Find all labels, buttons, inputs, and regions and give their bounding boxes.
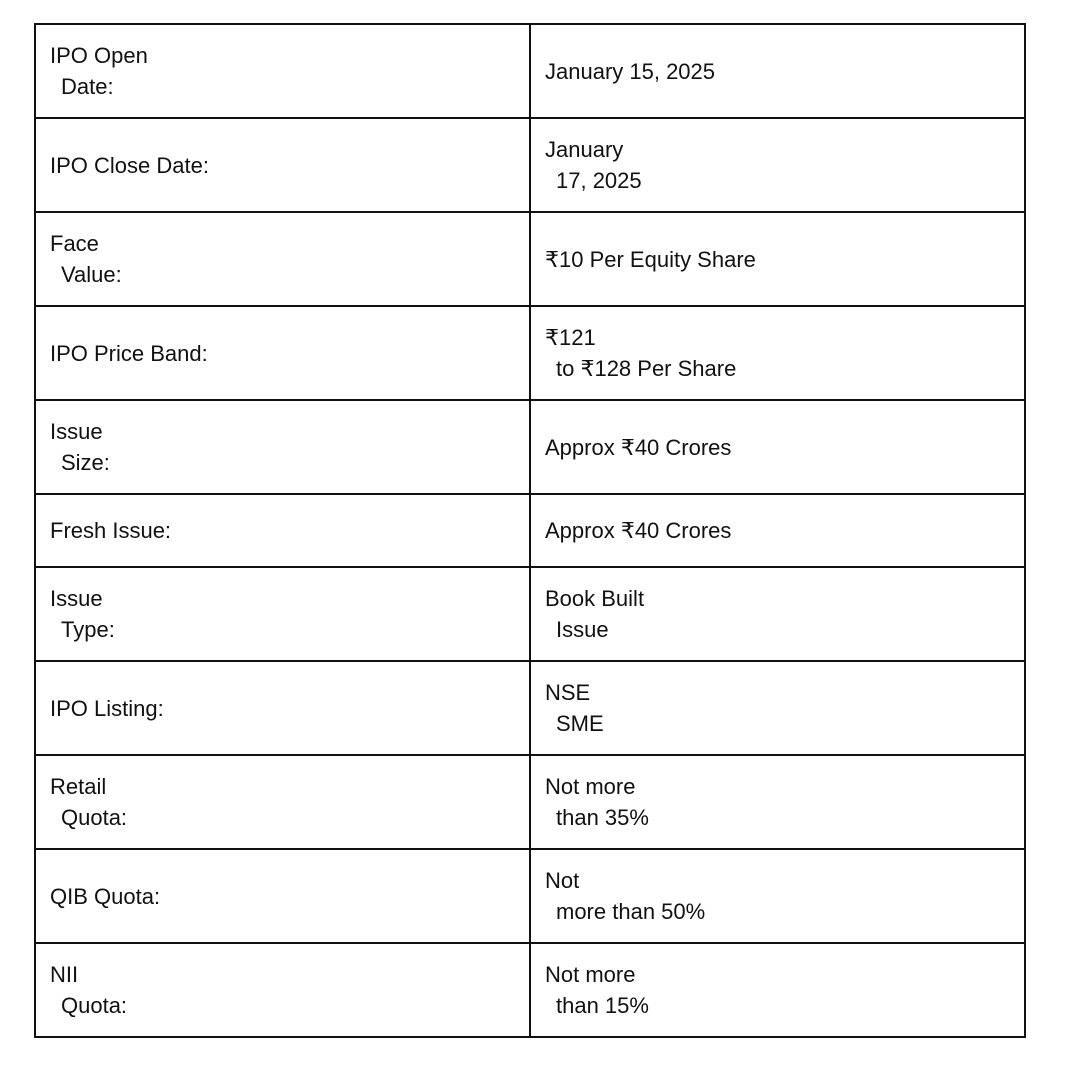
table-row-ipo-price-band xyxy=(35,306,1025,400)
table-row-face-value xyxy=(35,212,1025,306)
row-value xyxy=(530,212,1025,306)
value-line: than 15% xyxy=(556,993,649,1018)
label-line: NII xyxy=(50,962,79,987)
table-row-nii-quota xyxy=(35,943,1025,1037)
row-label xyxy=(35,400,530,494)
value-line: Issue xyxy=(556,617,609,642)
label-line: Face xyxy=(50,231,99,256)
row-label xyxy=(35,849,530,943)
row-value xyxy=(530,400,1025,494)
label-line: IPO Listing: xyxy=(50,695,164,721)
label-line: QIB Quota: xyxy=(50,883,161,909)
value-line: Book Built xyxy=(545,586,645,611)
row-value xyxy=(530,306,1025,400)
value-line: 17, 2025 xyxy=(556,168,642,193)
row-label xyxy=(35,118,530,212)
label-line: Quota: xyxy=(61,805,128,830)
label-line: Date: xyxy=(61,74,114,99)
value-line: January 15, 2025 xyxy=(545,58,716,84)
label-line: IPO Open xyxy=(50,43,148,68)
row-label xyxy=(35,755,530,849)
row-value xyxy=(530,494,1025,567)
row-label xyxy=(35,661,530,755)
value-line: ₹10 Per Equity Share xyxy=(545,246,756,272)
row-value xyxy=(530,943,1025,1037)
value-line: Approx ₹40 Crores xyxy=(545,518,732,543)
row-label xyxy=(35,494,530,567)
table-row-ipo-open-date xyxy=(35,24,1025,118)
label-line: Quota: xyxy=(61,993,128,1018)
row-value xyxy=(530,567,1025,661)
row-value xyxy=(530,849,1025,943)
label-line: Fresh Issue: xyxy=(50,518,172,543)
label-line: IPO Price Band: xyxy=(50,340,208,366)
value-line: Approx ₹40 Crores xyxy=(545,434,732,460)
table-row-issue-size xyxy=(35,400,1025,494)
value-line: to ₹128 Per Share xyxy=(556,356,737,381)
table-row-ipo-close-date xyxy=(35,118,1025,212)
row-value xyxy=(530,118,1025,212)
row-value xyxy=(530,661,1025,755)
table-row-fresh-issue xyxy=(35,494,1025,567)
table-row-qib-quota xyxy=(35,849,1025,943)
value-line: Not more xyxy=(545,774,636,799)
table-row-ipo-listing xyxy=(35,661,1025,755)
ipo-details-table xyxy=(34,23,1026,1038)
table-row-retail-quota xyxy=(35,755,1025,849)
value-line: than 35% xyxy=(556,805,649,830)
value-line: more than 50% xyxy=(556,899,706,924)
value-line: Not xyxy=(545,868,580,893)
row-label xyxy=(35,943,530,1037)
value-line: SME xyxy=(556,711,604,736)
row-label xyxy=(35,306,530,400)
table-row-issue-type xyxy=(35,567,1025,661)
label-line: Size: xyxy=(61,450,110,475)
value-line: ₹121 xyxy=(545,325,596,350)
value-line: Not more xyxy=(545,962,636,987)
value-line: NSE xyxy=(545,680,591,705)
label-line: IPO Close Date: xyxy=(50,152,209,178)
label-line: Value: xyxy=(61,262,122,287)
row-label xyxy=(35,567,530,661)
label-line: Issue xyxy=(50,419,103,444)
row-label xyxy=(35,24,530,118)
label-line: Type: xyxy=(61,617,115,642)
label-line: Retail xyxy=(50,774,107,799)
row-value xyxy=(530,24,1025,118)
row-label xyxy=(35,212,530,306)
row-value xyxy=(530,755,1025,849)
value-line: January xyxy=(545,137,624,162)
label-line: Issue xyxy=(50,586,103,611)
